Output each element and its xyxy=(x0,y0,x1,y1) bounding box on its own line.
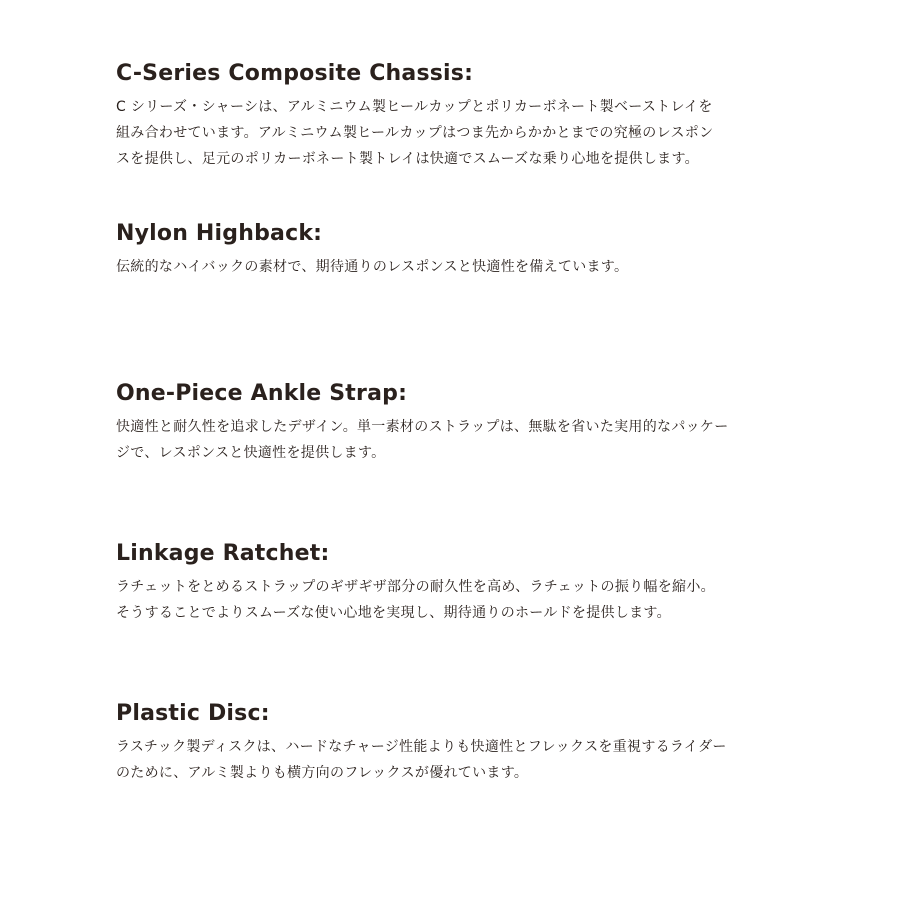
feature-linkage-ratchet xyxy=(116,540,796,626)
feature-description xyxy=(116,734,796,786)
description-line: ジで、レスポンスと快適性を提供します。 xyxy=(116,445,386,461)
description-line: C シリーズ・シャーシは、アルミニウム製ヒールカップとポリカーボネート製ベーストレイを xyxy=(116,99,713,115)
description-line: 伝統的なハイバックの素材で、期待通りのレスポンスと快適性を備えています。 xyxy=(116,259,629,275)
feature-c-series-chassis xyxy=(116,60,796,172)
description-line: ラチェットをとめるストラップのギザギザ部分の耐久性を高め、ラチェットの振り幅を縮小。 xyxy=(116,579,715,595)
feature-plastic-disc xyxy=(116,700,796,786)
feature-one-piece-ankle-strap xyxy=(116,380,796,466)
description-line: スを提供し、足元のポリカーボネート製トレイは快適でスムーズな乗り心地を提供します。 xyxy=(116,151,699,167)
description-line: ラスチック製ディスクは、ハードなチャージ性能よりも快適性とフレックスを重視するライダー xyxy=(116,739,727,755)
feature-title: C-Series Composite Chassis: xyxy=(116,61,474,86)
feature-title: One-Piece Ankle Strap: xyxy=(116,381,408,406)
feature-description xyxy=(116,254,796,280)
feature-title: Nylon Highback: xyxy=(116,221,323,246)
feature-title: Linkage Ratchet: xyxy=(116,541,330,566)
feature-nylon-highback xyxy=(116,220,796,280)
feature-title: Plastic Disc: xyxy=(116,701,270,726)
description-line: のために、アルミ製よりも横方向のフレックスが優れています。 xyxy=(116,765,529,781)
feature-description xyxy=(116,574,796,626)
description-line: 快適性と耐久性を追求したデザイン。単一素材のストラップは、無駄を省いた実用的なパッケー xyxy=(116,419,729,435)
feature-description xyxy=(116,94,796,172)
feature-description xyxy=(116,414,796,466)
description-line: 組み合わせています。アルミニウム製ヒールカップはつま先からかかとまでの究極のレスポン xyxy=(116,125,714,141)
description-line: そうすることでよりスムーズな使い心地を実現し、期待通りのホールドを提供します。 xyxy=(116,605,671,621)
